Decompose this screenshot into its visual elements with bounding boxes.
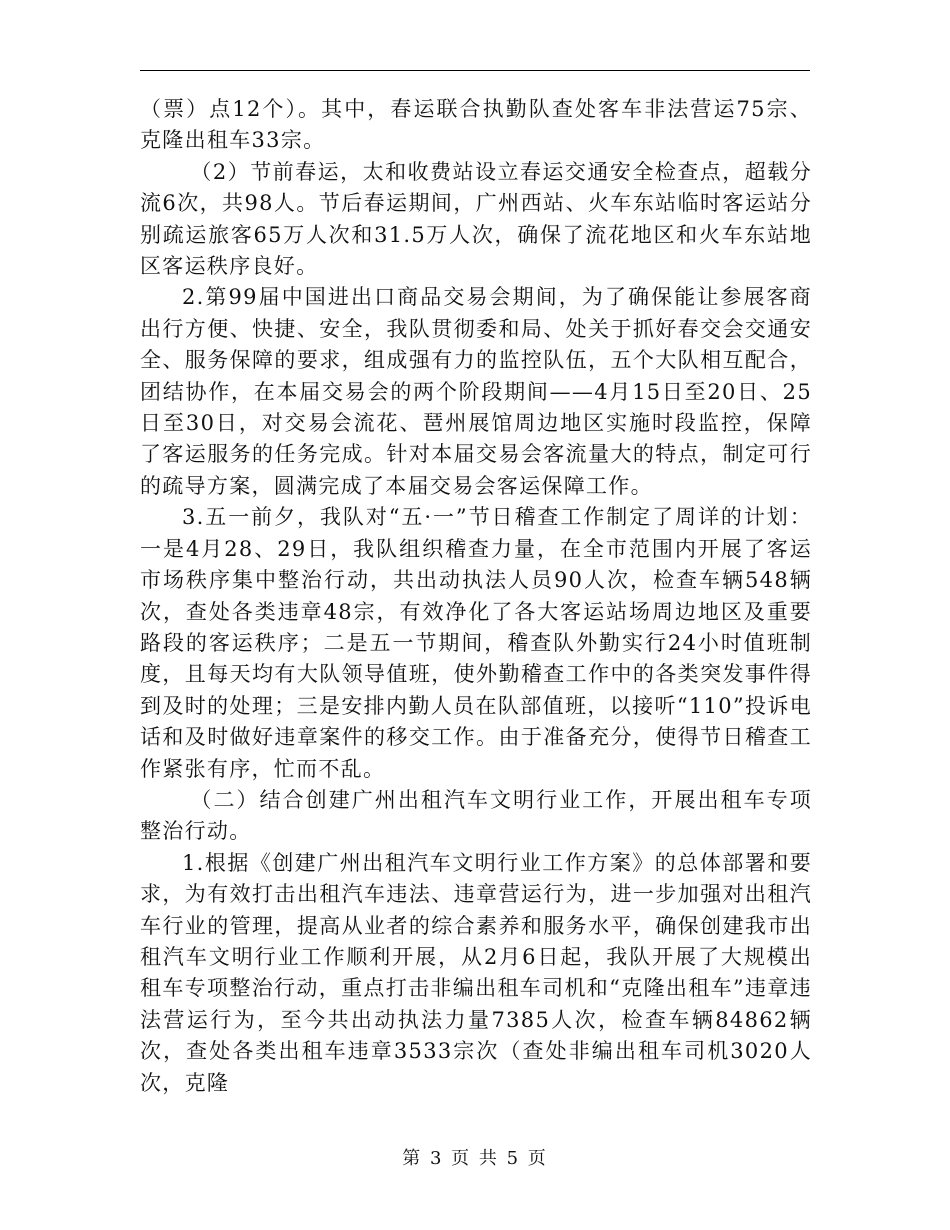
page-footer: 第 3 页 共 5 页 xyxy=(402,1148,548,1169)
paragraph-spring-transport: （2）节前春运，太和收费站设立春运交通安全检查点，超载分流6次，共98人。节后春运期间，广州西站、火车东站临时客运站分别疏运旅客65万人次和31.5万人次，确保了流花地区和火车东站地区客运秩序良好。 xyxy=(140,159,812,279)
section-heading-taxi: （二）结合创建广州出租汽车文明行业工作，开展出租车专项整治行动。 xyxy=(140,787,812,844)
body-text xyxy=(140,94,812,1099)
paragraph-may-day: 3.五一前夕，我队对“五·一”节日稽查工作制定了周详的计划：一是4月28、29日，我队组织稽查力量，在全市范围内开展了客运市场秩序集中整治行动，共出动执法人员90人次，检查车辆548辆次，查处各类违章48宗，有效净化了各大客运站场周边地区及重要路段的客运秩序；二是五一节期间，稽查队外勤实行24小时值班制度，且每天均有大队领导值班，使外勤稽查工作中的各类突发事件得到及时的处理；三是安排内勤人员在队部值班，以接听“110”投诉电话和及时做好违章案件的移交工作。由于准备充分，使得节日稽查工作紧张有序，忙而不乱。 xyxy=(140,505,812,781)
paragraph-continuation: （票）点12个）。其中，春运联合执勤队查处客车非法营运75宗、克隆出租车33宗。 xyxy=(140,97,812,153)
paragraph-trade-fair: 2.第99届中国进出口商品交易会期间，为了确保能让参展客商出行方便、快捷、安全，我队贯彻委和局、处关于抓好春交会交通安全、服务保障的要求，组成强有力的监控队伍，五个大队相互配合，团结协作，在本届交易会的两个阶段期间——4月15日至20日、25日至30日，对交易会流花、琶州展馆周边地区实施时段监控，保障了客运服务的任务完成。针对本届交易会客流量大的特点，制定可行的疏导方案，圆满完成了本届交易会客运保障工作。 xyxy=(140,285,812,498)
header-rule xyxy=(140,70,810,71)
paragraph-taxi-campaign: 1.根据《创建广州出租汽车文明行业工作方案》的总体部署和要求，为有效打击出租汽车违法、违章营运行为，进一步加强对出租汽车行业的管理，提高从业者的综合素养和服务水平，确保创建我市出租汽车文明行业工作顺利开展，从2月6日起，我队开展了大规模出租车专项整治行动，重点打击非编出租车司机和“克隆出租车”违章违法营运行为，至今共出动执法力量7385人次，检查车辆84862辆次，查处各类出租车违章3533宗次（查处非编出租车司机3020人次，克隆 xyxy=(140,850,812,1095)
